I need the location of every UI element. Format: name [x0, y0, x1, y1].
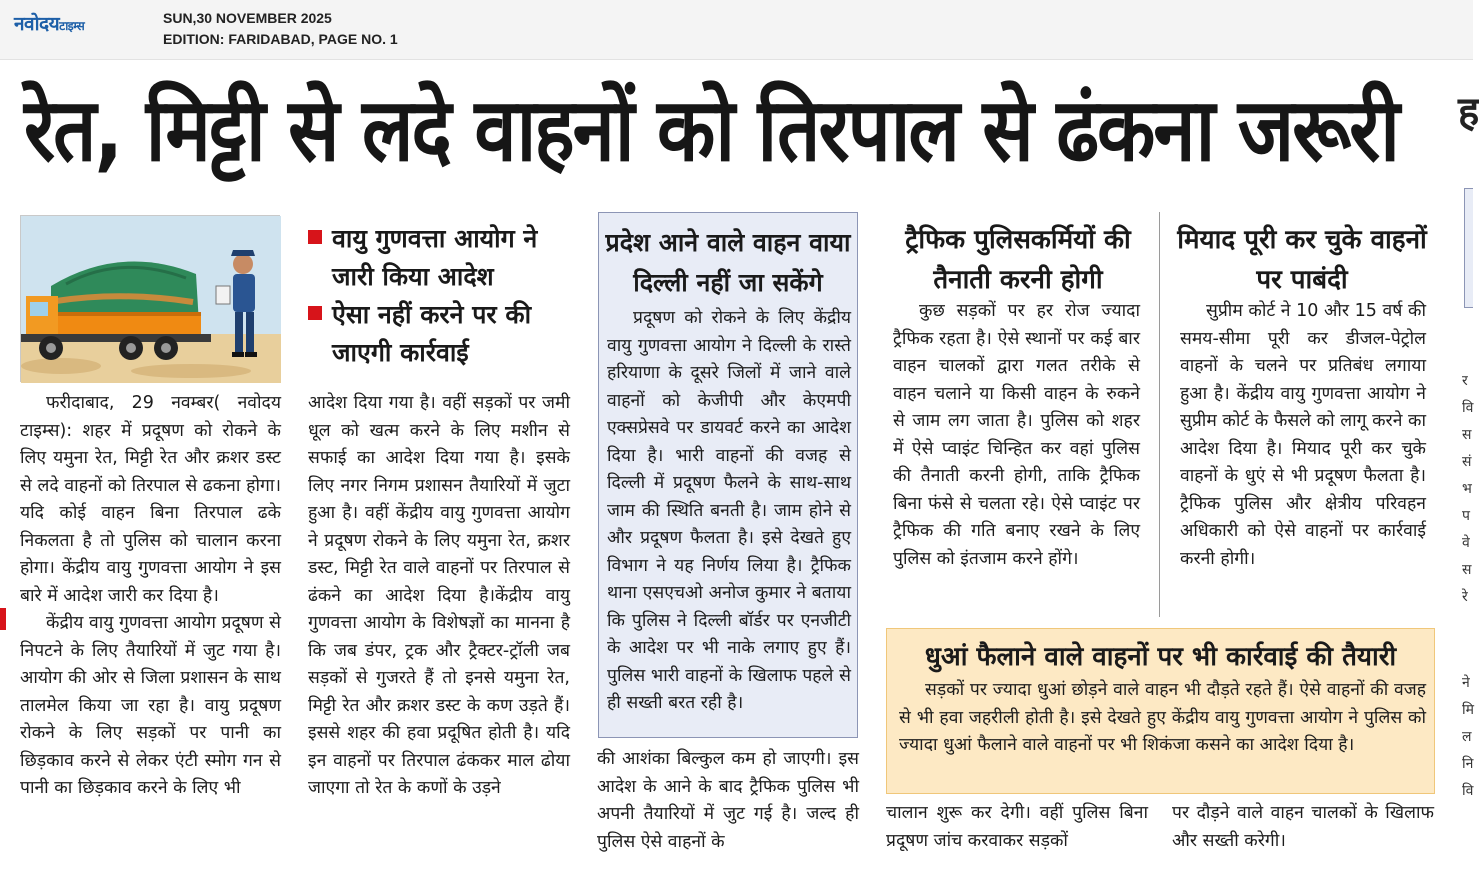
main-headline: रेत, मिट्टी से लदे वाहनों को तिरपाल से ढंकना जरूरी — [24, 78, 1398, 181]
adjacent-story-box-edge — [1464, 188, 1473, 308]
main-story-para-2: केंद्रीय वायु गुणवत्ता आयोग प्रदूषण से निपटने के लिए तैयारियों में जुट गया है। आयोग की ओर से जिला प्रशासन के साथ तालमेल किया जा रहा है। वायु प्रदूषण रोकने के लिए सड़कों पर पानी का छिड़काव करने से लेकर एंटी स्मोग गन से पानी का छिड़काव करने के लिए भी — [20, 613, 281, 798]
issue-date: SUN,30 NOVEMBER 2025 — [163, 10, 332, 26]
red-bullet-icon — [308, 306, 322, 320]
edition-info: EDITION: FARIDABAD, PAGE NO. 1 — [163, 31, 398, 47]
ban-story-para: सुप्रीम कोर्ट ने 10 और 15 वर्ष की समय-सीमा पूरी कर डीजल-पेट्रोल वाहनों के चलने पर प्रतिबंध लगाया हुआ है। केंद्रीय वायु गुणवत्ता आयोग ने सुप्रीम कोर्ट के फैसले को लागू करने का आदेश दिया है। मियाद पूरी कर चुके वाहनों के धुएं से भी प्रदूषण फैलता है। ट्रैफिक पुलिस और क्षेत्रीय परिवहन अधिकारी को ऐसे वाहनों पर कार्रवाई करनी होगी। — [1180, 301, 1426, 569]
highlight-text-2: ऐसा नहीं करने पर की जाएगी कार्रवाई — [332, 300, 532, 367]
traffic-story-para: कुछ सड़कों पर हर रोज ज्यादा ट्रैफिक रहता है। ऐसे स्थानों पर कई बार वाहन चालकों द्वारा गलत तरीके से वाहन चलाने या किसी वाहन के रुकने से जाम लग जाता है। पुलिस को शहर में ऐसे प्वाइंट चिन्हित कर वहां पुलिस की तैनाती करनी होगी, ताकि ट्रैफिक बिना फंसे से चलता रहे। ऐसे प्वाइंट पर ट्रैफिक की गति बनाए रखने के लिए पुलिस को इंतजाम करने होंगे। — [893, 301, 1140, 569]
main-story-para-6: पर दौड़ने वाले वाहन चालकों के खिलाफ और सख्ती करेगी। — [1172, 803, 1434, 851]
main-story-column-4 — [886, 800, 1148, 855]
red-bullet-icon — [308, 230, 322, 244]
main-story-para-4: की आशंका बिल्कुल कम हो जाएगी। इस आदेश के आने के बाद ट्रैफिक पुलिस भी अपनी तैयारियों में जुट गई है। जल्द ही पुलिस ऐसे वाहनों के — [597, 749, 859, 852]
highlight-text-1: वायु गुणवत्ता आयोग ने जारी किया आदेश — [332, 224, 538, 291]
traffic-story-text — [893, 298, 1140, 573]
main-story-column-5 — [1172, 800, 1434, 855]
main-story-para-5: चालान शुरू कर देगी। वहीं पुलिस बिना प्रदूषण जांच करवाकर सड़कों — [886, 803, 1148, 851]
smoke-story-box — [886, 628, 1435, 794]
main-story-para-1: फरीदाबाद, 29 नवम्बर( नवोदय टाइम्स): शहर में प्रदूषण को रोकने के लिए यमुना रेत, मिट्टी रेत और क्रशर डस्ट से लदे वाहनों को तिरपाल से ढकना होगा। यदि कोई वाहन बिना तिरपाल ढके निकलता है तो पुलिस को चालान करना होगा। केंद्रीय वायु गुणवत्ता आयोग ने इस बारे में आदेश जारी कर दिया है। — [20, 393, 281, 606]
main-story-column-2 — [308, 390, 570, 803]
main-story-column-1 — [20, 390, 281, 803]
delhi-route-story-text — [607, 305, 851, 718]
delhi-route-story-box — [598, 212, 858, 738]
page-edge-marker — [0, 608, 6, 630]
adjacent-headline-fragment: ह — [1458, 89, 1479, 135]
delhi-route-story-title: प्रदेश आने वाले वाहन वाया दिल्ली नहीं जा सकेंगे — [605, 228, 851, 297]
truck-with-tarpaulin-image — [21, 216, 281, 383]
adjacent-story-fragment-1: र वि स सं भ प वे स रे — [1462, 373, 1474, 605]
masthead-bar — [0, 0, 1473, 60]
adjacent-story-fragment-2: ने मि ल नि वि — [1462, 675, 1474, 799]
column-divider — [1159, 212, 1160, 617]
truck-illustration — [20, 215, 280, 382]
smoke-story-title: धुआं फैलाने वाले वाहनों पर भी कार्रवाई की तैयारी — [924, 642, 1397, 672]
main-story-column-3 — [597, 746, 859, 856]
smoke-story-para: सड़कों पर ज्यादा धुआं छोड़ने वाले वाहन भी दौड़ते रहते हैं। ऐसे वाहनों की वजह से भी हवा जहरीली होती है। इसे देखते हुए केंद्रीय वायु गुणवत्ता आयोग ने पुलिस को ज्यादा धुआं फैलाने वाले वाहनों पर भी शिकंजा कसने का आदेश दिया है। — [899, 680, 1426, 755]
main-story-para-3: आदेश दिया गया है। वहीं सड़कों पर जमी धूल को खत्म करने के लिए मशीन से सफाई का आदेश दिया गया है। इसके लिए नगर निगम प्रशासन तैयारियों में जुटा हुआ है। वहीं केंद्रीय वायु गुणवत्ता आयोग ने प्रदूषण रोकने के लिए यमुना रेत, क्रशर डस्ट, मिट्टी रेत वाले वाहनों पर तिरपाल से ढंकने का आदेश दिया है।केंद्रीय वायु गुणवत्ता आयोग के विशेषज्ञों का मानना है कि जब डंपर, ट्रक और ट्रैक्टर-ट्रॉली जब सड़कों से गुजरते हैं तो इनसे यमुना रेत, मिट्टी रेत और क्रशर डस्ट के कण उड़ते हैं। इससे शहर की हवा प्रदूषित होती है। यदि इन वाहनों पर तिरपाल ढंककर माल ढोया जाएगा तो रेत के कणों के उड़ने — [308, 393, 570, 798]
logo-sub-text: टाइम्स — [59, 19, 85, 33]
highlight-bullet-1 — [308, 220, 537, 296]
traffic-story-title: ट्रैफिक पुलिसकर्मियों की तैनाती करनी होगी — [905, 225, 1131, 295]
ban-story-title: मियाद पूरी कर चुके वाहनों पर पाबंदी — [1177, 225, 1427, 295]
logo-text: नवोदय — [14, 13, 60, 35]
delhi-route-story-para: प्रदूषण को रोकने के लिए केंद्रीय वायु गुणवत्ता आयोग ने दिल्ली के रास्ते हरियाणा के दूसरे जिलों में जाने वाले वाहनों को केजीपी और केएमपी एक्सप्रेसवे पर डायवर्ट करने का आदेश दिया है। भारी वाहनों की वजह से दिल्ली में प्रदूषण फैलने के साथ-साथ जाम की स्थिति बनती है। जाम होने से और प्रदूषण फैलता है। इसे देखते हुए विभाग ने यह निर्णय लिया है। ट्रैफिक थाना एसएचओ अनोज कुमार ने बताया कि पुलिस ने दिल्ली बॉर्डर पर एनजीटी के आदेश पर भी नाके लगाए हुए हैं। पुलिस भारी वाहनों के खिलाफ पहले से ही सख्ती बरत रही है। — [607, 308, 851, 713]
smoke-story-text — [899, 677, 1426, 760]
ban-story-text — [1180, 298, 1426, 573]
newspaper-logo[interactable] — [14, 10, 84, 36]
highlight-bullet-2 — [308, 296, 531, 372]
